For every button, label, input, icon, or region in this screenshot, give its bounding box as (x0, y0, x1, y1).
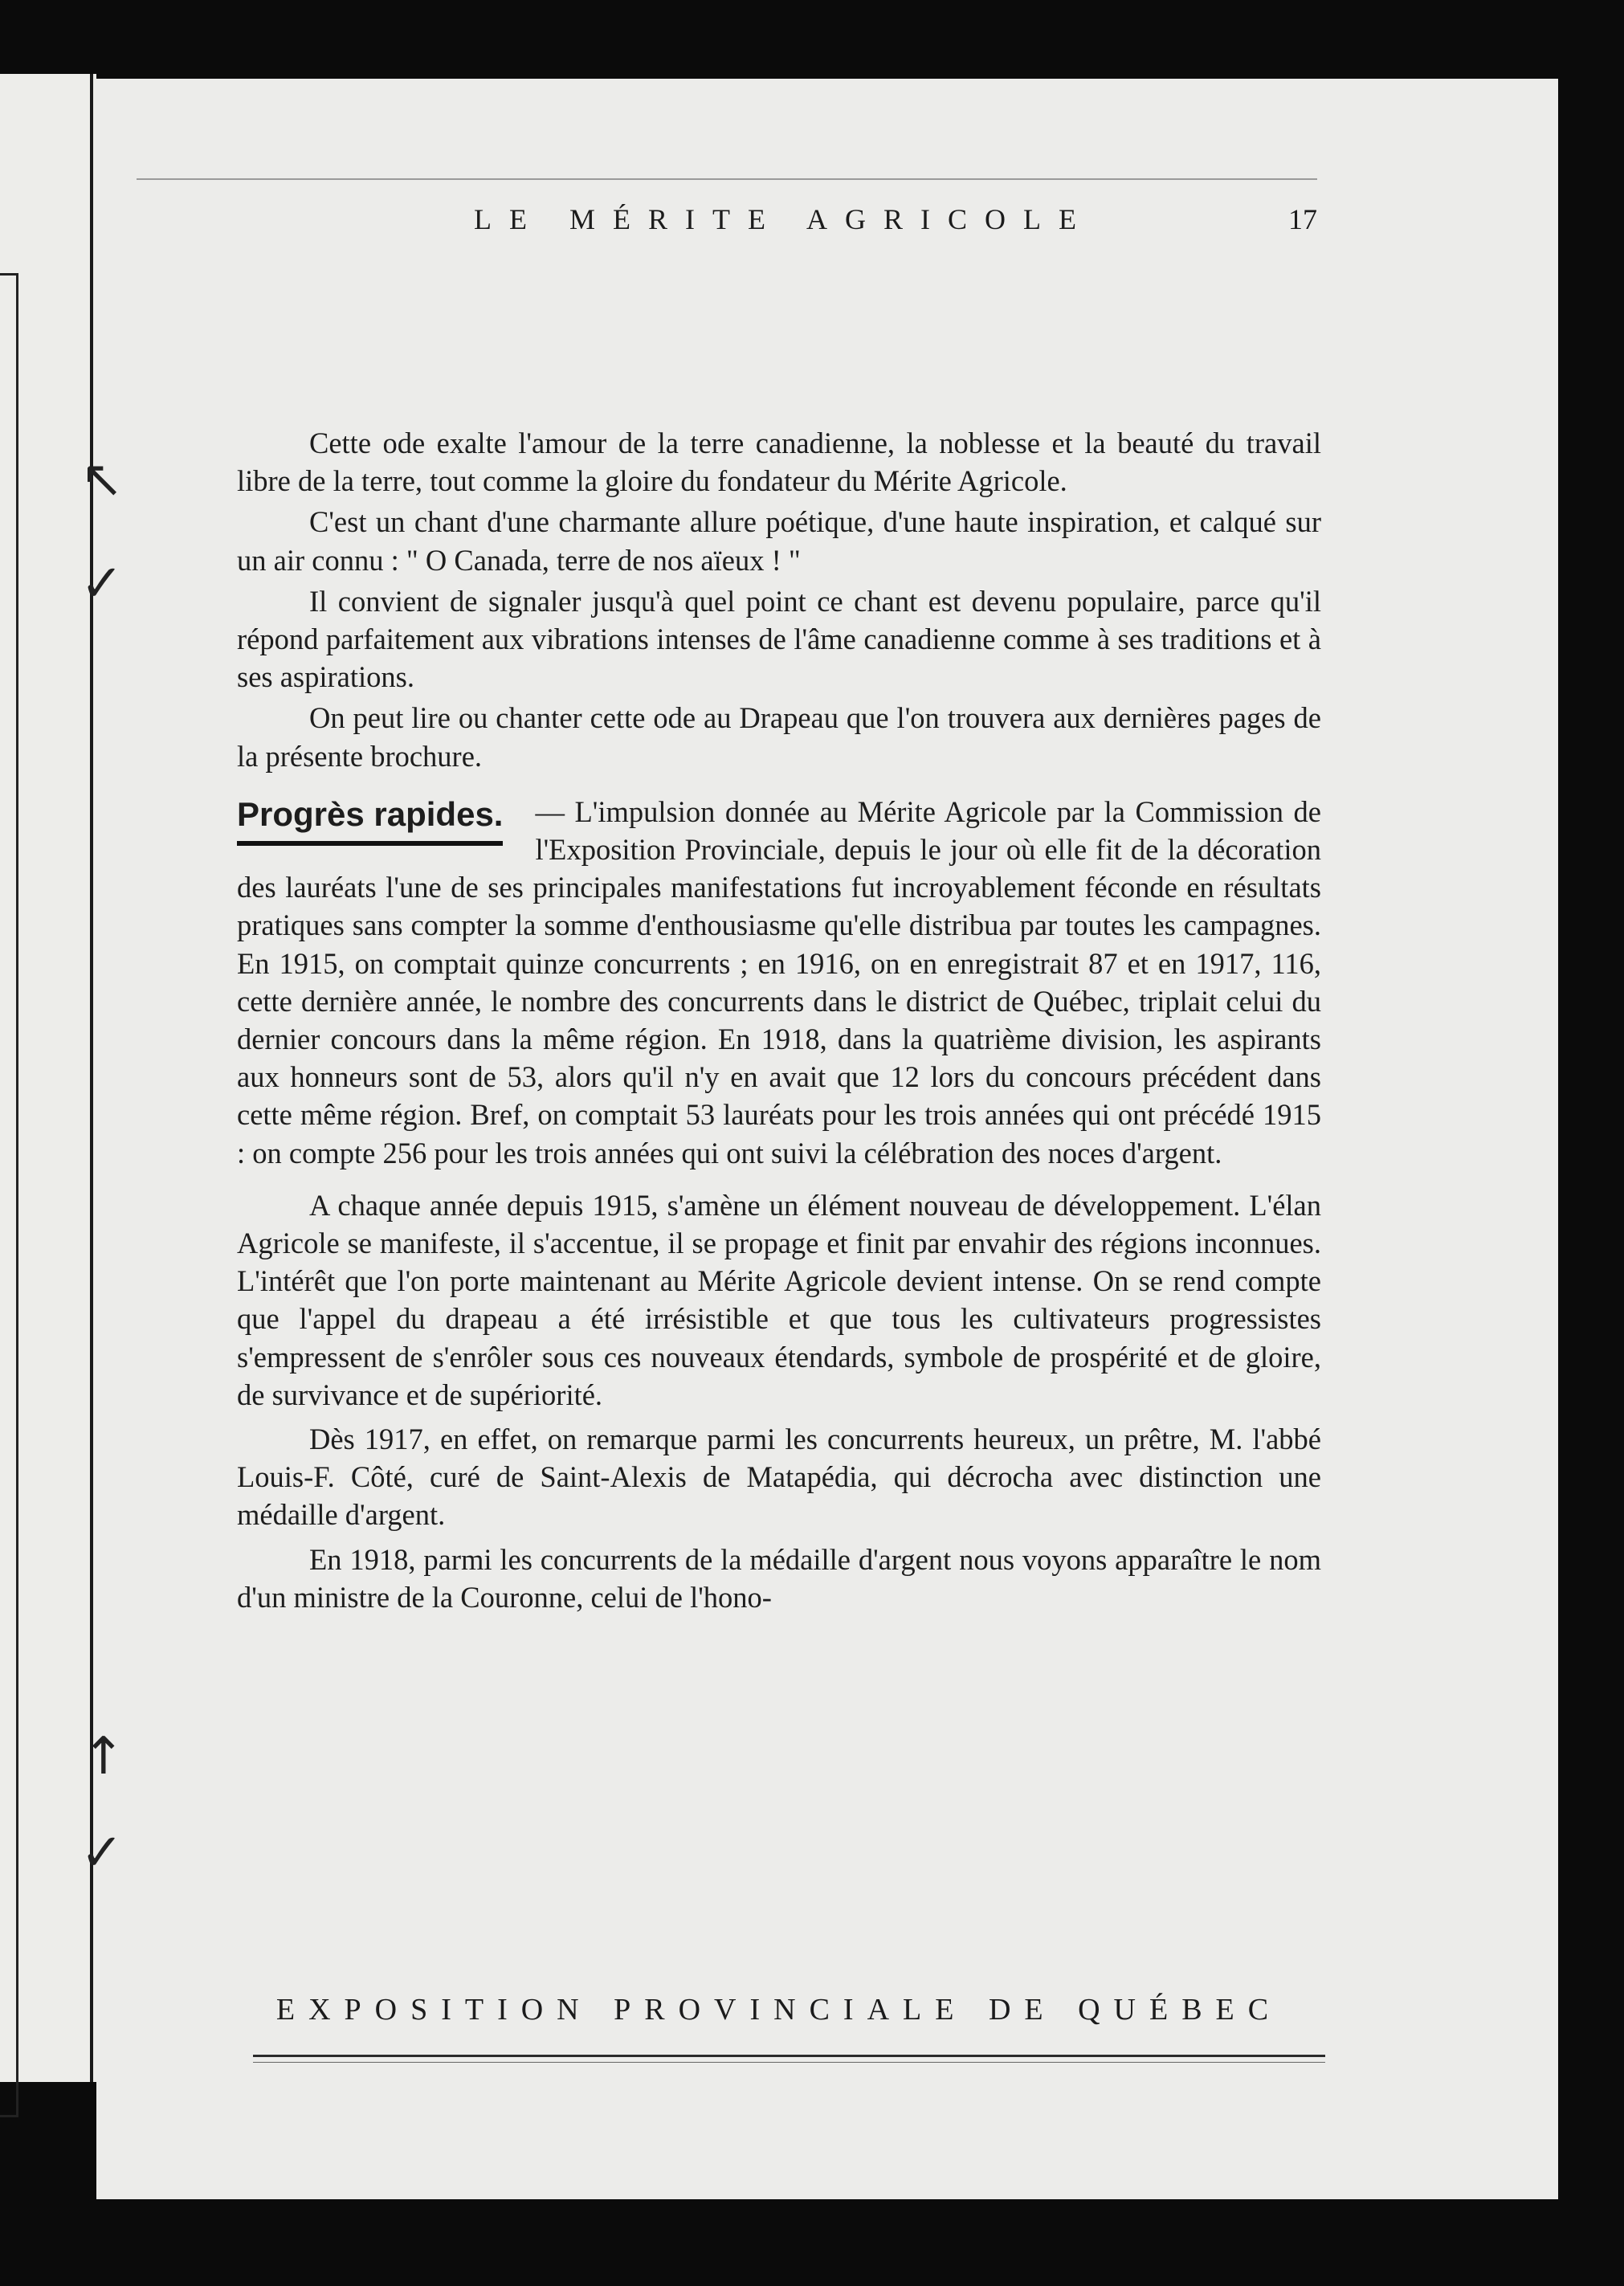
facing-page-frame (0, 273, 18, 2117)
paragraph: On peut lire ou chanter cette ode au Drapeau que l'on trouvera aux dernières pages de la présente brochure. (237, 701, 1321, 773)
paragraph: Il convient de signaler jusqu'à quel point ce chant est devenu populaire, parce qu'il répond parfaitement aux vibrations intenses de l'âme canadienne comme à ses traditions et à ses aspirations. (237, 584, 1321, 694)
section-paragraph: En 1918, parmi les concurrents de la médaille d'argent nous voyons apparaître le nom d'un ministre de la Couronne, celui de l'hono- (237, 1542, 1321, 1614)
margin-mark-1: ↖ (80, 450, 124, 509)
margin-mark-3: ↑ (82, 1727, 125, 1786)
section-paragraph: Dès 1917, en effet, on remarque parmi les concurrents heureux, un prêtre, M. l'abbé Louis-F. Côté, curé de Saint-Alexis de Matapédia, qui décrocha avec distinction une médaille d'argent. (237, 1423, 1321, 1532)
paragraph: Cette ode exalte l'amour de la terre canadienne, la noblesse et la beauté du travail libre de la terre, tout comme la gloire du fondateur du Mérite Agricole. (237, 427, 1321, 498)
page-body (237, 424, 1321, 1619)
paragraph: C'est un chant d'une charmante allure poétique, d'une haute inspiration, et calqué sur un air connu : " O Canada, terre de nos aïeux ! " (237, 505, 1321, 577)
page-number: 17 (1288, 203, 1317, 235)
page-footer: EXPOSITION PROVINCIALE DE QUÉBEC (275, 1993, 1283, 2027)
footer-rule (253, 2055, 1325, 2057)
footer-rule-thin (253, 2062, 1325, 2063)
running-header (137, 202, 1317, 236)
margin-mark-4: ✓ (80, 1823, 124, 1883)
section-heading: Progrès rapides. (237, 794, 503, 846)
running-title: LE MÉRITE AGRICOLE (474, 203, 1094, 235)
section-paragraph: A chaque année depuis 1915, s'amène un élément nouveau de développement. L'élan Agricole se manifeste, il s'accentue, il se propage et finit par envahir des régions inconnues. L'intérêt que l'on porte maintenant au Mérite Agricole devient intense. On se rend compte que l'appel du drapeau a été irrésistible et que tous les cultivateurs progressistes s'empressent de s'enrôler sous ces nouveaux étendards, symbole de prospérité et de gloire, de survivance et de supériorité. (237, 1188, 1321, 1411)
margin-mark-2: ✓ (80, 554, 124, 614)
section-paragraph: — L'impulsion donnée au Mérite Agricole par la Commission de l'Exposition Provinciale, depuis le jour où elle fit de la décoration des lauréats l'une de ses principales manifestations fut incroyablement féconde en résultats pratiques sans compter la somme d'enthousiasme qu'elle distribua par toutes les campagnes. En 1915, on comptait quinze concurrents ; en 1916, on en enregistrait 87 et en 1917, 116, cette dernière année, le nombre des concurrents dans le district de Québec, triplait celui du dernier concours dans la même région. En 1918, dans la quatrième division, les aspirants aux honneurs sont de 53, alors qu'il n'y en avait que 12 lors du concours précédent dans cette même région. Bref, on comptait 53 lauréats pour les trois années qui ont précédé 1915 : on compte 256 pour les trois années qui ont suivi la célébration des noces d'argent. (237, 794, 1321, 1170)
header-rule (137, 178, 1317, 180)
